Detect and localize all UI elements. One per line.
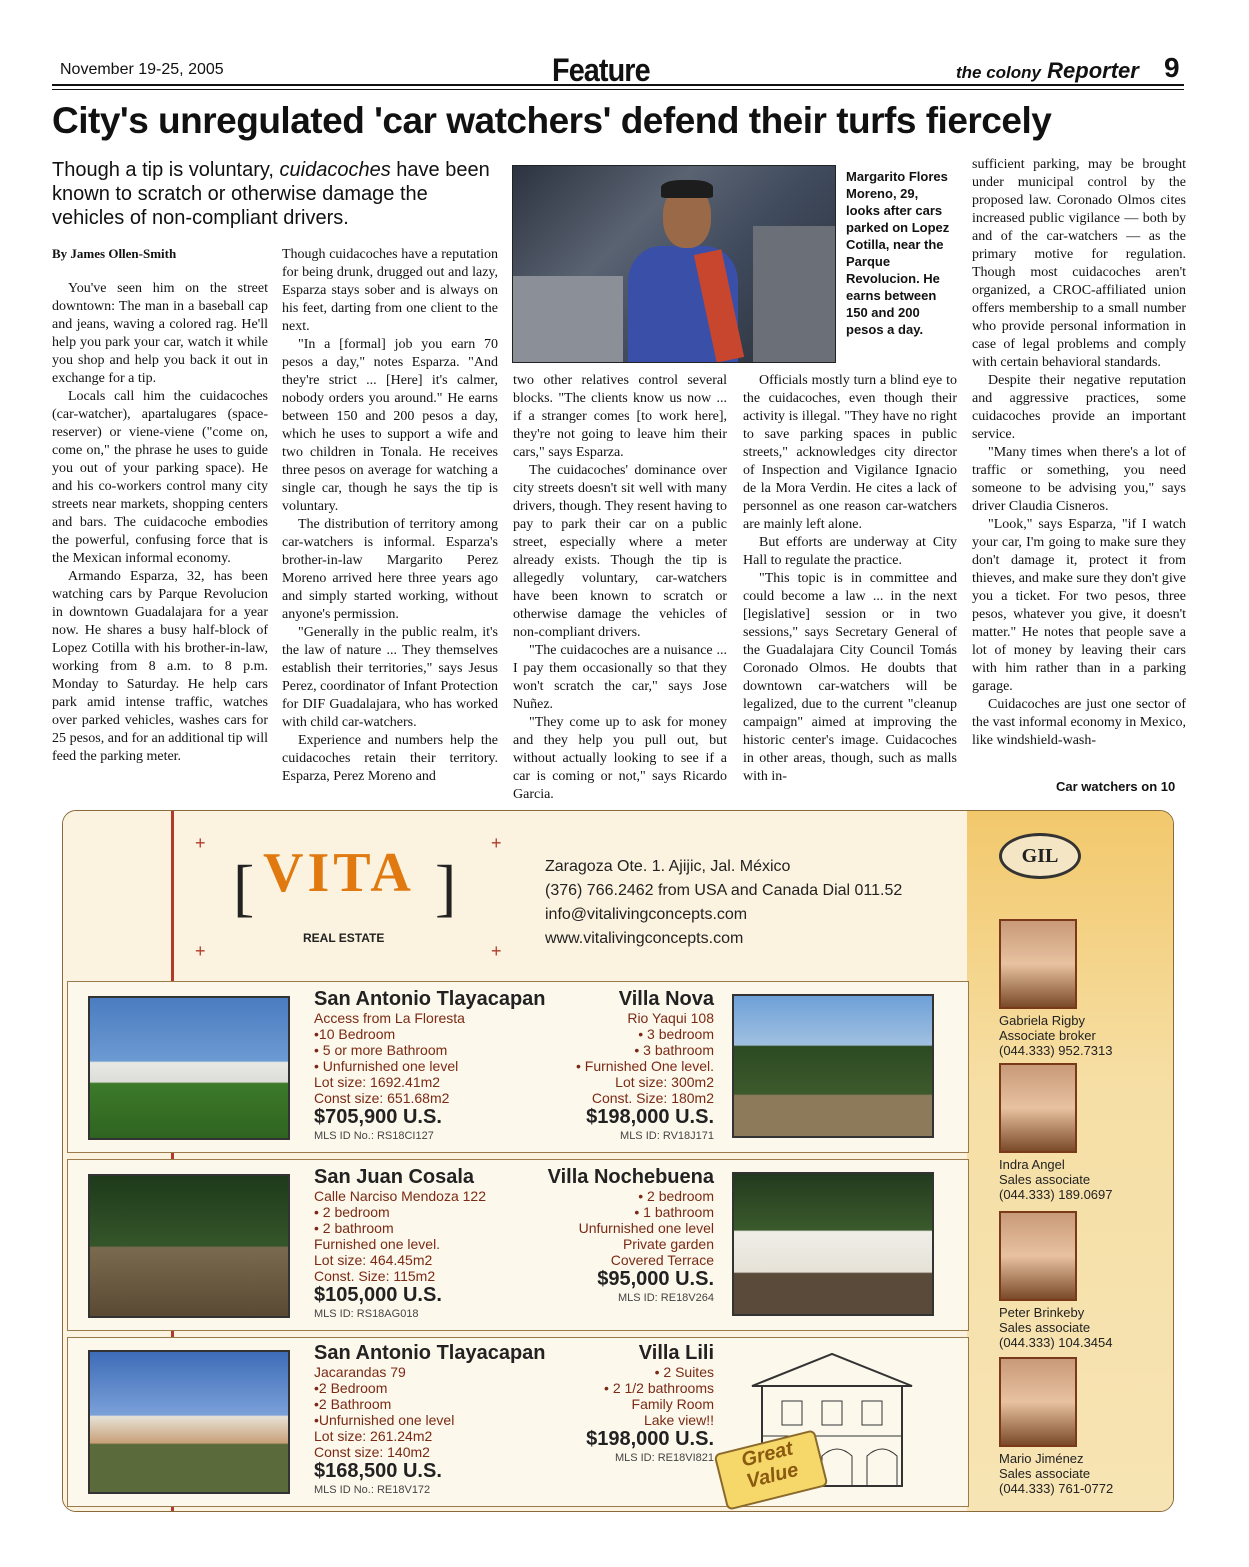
listing-detail: • 2 bedroom bbox=[638, 1188, 714, 1204]
listing-detail: Covered Terrace bbox=[610, 1252, 714, 1268]
listing-mls: MLS ID No.: RS18CI127 bbox=[314, 1130, 434, 1142]
header-rule bbox=[52, 84, 1184, 90]
property-photo bbox=[732, 994, 934, 1138]
listing-detail: Const. Size: 115m2 bbox=[314, 1268, 436, 1284]
plus-ornament: + bbox=[491, 833, 502, 853]
listing bbox=[478, 988, 714, 1144]
agent-photo bbox=[999, 919, 1077, 1009]
paragraph: "They come up to ask for money and they help you pull out, but without actually looking to see if a car is coming or not," says Ricardo Garcia. bbox=[513, 715, 727, 802]
plus-ornament: + bbox=[491, 941, 502, 961]
listing-detail: Lot size: 464.45m2 bbox=[314, 1252, 433, 1268]
agent-role: Sales associate bbox=[999, 1320, 1091, 1335]
ad-phone: (376) 766.2462 from USA and Canada Dial 011.52 bbox=[545, 882, 903, 899]
paragraph: You've seen him on the street downtown: The man in a baseball cap and jeans, waving a colored rag. He'll help you park your car, watch it while you shop and help you back it out in exchange for a tip. bbox=[52, 281, 268, 386]
listing-mls: MLS ID: RS18AG018 bbox=[314, 1308, 419, 1320]
paragraph: Locals call him the cuidacoches (car-watcher), apartalugares (space-reserver) or viene-viene ("come on, come on," the phrase he uses to guide you out of your parking space). He and his co-workers control many city streets near markets, shopping centers and bars. The cuidacoche embodies the powerful, confusing force that is the Mexican informal economy. bbox=[52, 389, 268, 566]
publication-prefix: the colony bbox=[956, 63, 1042, 82]
continued-line: Car watchers on 10 bbox=[1056, 779, 1176, 794]
page-header bbox=[52, 52, 1192, 88]
agent-name: Gabriela Rigby bbox=[999, 1013, 1085, 1028]
listing-detail: •Unfurnished one level bbox=[314, 1412, 455, 1428]
agent-name: Indra Angel bbox=[999, 1157, 1065, 1172]
listing bbox=[478, 1342, 714, 1466]
listing-row bbox=[67, 1159, 969, 1331]
listing-detail: • Unfurnished one level bbox=[314, 1058, 459, 1074]
listing-title: Villa Nochebuena bbox=[547, 1166, 714, 1188]
listing-detail: •10 Bedroom bbox=[314, 1026, 396, 1042]
photo-cap bbox=[661, 180, 713, 198]
plus-ornament: + bbox=[195, 833, 206, 853]
great-value-badge: Great Value bbox=[714, 1429, 829, 1510]
ad-address: Zaragoza Ote. 1. Ajijic, Jal. México bbox=[545, 858, 791, 875]
listing-detail: Const size: 140m2 bbox=[314, 1444, 430, 1460]
listing-mls: MLS ID: RV18J171 bbox=[620, 1130, 714, 1142]
agent-card bbox=[999, 1063, 1112, 1202]
listing-detail: • 2 1/2 bathrooms bbox=[604, 1380, 714, 1396]
paragraph: two other relatives control several blocks. "The clients know us now ... if a stranger comes [to work here], they're not going to leave him their cars," says Esparza. bbox=[513, 373, 727, 460]
listing-row bbox=[67, 1337, 969, 1507]
property-photo bbox=[88, 1350, 290, 1494]
listing-price: $168,500 U.S. bbox=[314, 1460, 442, 1482]
agent-card bbox=[999, 1357, 1113, 1496]
listing-detail: • 2 bedroom bbox=[314, 1204, 390, 1220]
logo-subtitle: REAL ESTATE bbox=[303, 931, 385, 945]
listing-mls: MLS ID No.: RE18V172 bbox=[314, 1484, 431, 1496]
agent-role: Sales associate bbox=[999, 1466, 1091, 1481]
agent-phone: (044.333) 104.3454 bbox=[999, 1335, 1113, 1350]
listing-detail: •2 Bathroom bbox=[314, 1396, 392, 1412]
agent-card bbox=[999, 1211, 1112, 1350]
listing-detail: Access from La Floresta bbox=[314, 1010, 465, 1026]
listing-detail: Lot size: 261.24m2 bbox=[314, 1428, 433, 1444]
deck-italic: cuidacoches bbox=[279, 159, 391, 181]
agent-phone: (044.333) 761-0772 bbox=[999, 1481, 1114, 1496]
listing-detail: •2 Bedroom bbox=[314, 1380, 388, 1396]
listing-detail: Jacarandas 79 bbox=[314, 1364, 406, 1380]
article-column-5 bbox=[972, 156, 1186, 750]
listing-detail: Family Room bbox=[631, 1396, 714, 1412]
ad-email: info@vitalivingconcepts.com bbox=[545, 906, 748, 923]
photo-caption: Margarito Flores Moreno, 29, looks after cars parked on Lopez Cotilla, near the Parque Revolucion. He earns between 150 and 200 pesos a day. bbox=[846, 169, 950, 337]
publication-title: Reporter bbox=[1047, 58, 1139, 83]
listing-detail: • 2 bathroom bbox=[314, 1220, 394, 1236]
article-photo bbox=[512, 165, 836, 363]
listing-detail: Rio Yaqui 108 bbox=[627, 1010, 714, 1026]
logo-bracket-left: [ bbox=[233, 852, 255, 923]
agent-phone: (044.333) 952.7313 bbox=[999, 1043, 1113, 1058]
ad-website: www.vitalivingconcepts.com bbox=[545, 930, 744, 947]
plus-ornament: + bbox=[195, 941, 206, 961]
property-photo bbox=[88, 996, 290, 1140]
agent-photo bbox=[999, 1357, 1077, 1447]
listing-title: San Juan Cosala bbox=[314, 1166, 475, 1188]
listing-detail: Const. Size: 180m2 bbox=[591, 1090, 714, 1106]
article-column-4 bbox=[743, 372, 957, 786]
listing-detail: • 3 bathroom bbox=[634, 1042, 714, 1058]
publication-name bbox=[956, 58, 1139, 84]
paragraph: Despite their negative reputation and aggressive practices, some cuidacoches provide an important service. bbox=[972, 373, 1186, 442]
listing-title: Villa Nova bbox=[618, 988, 714, 1010]
agent-role: Associate broker bbox=[999, 1028, 1096, 1043]
agent-card bbox=[999, 919, 1112, 1058]
paragraph: The cuidacoches' dominance over city streets doesn't sit well with many drivers, though. They resent having to pay to park their car on a public street, especially where a meter already exists. Though the tip is allegedly voluntary, car-watchers have been known to scratch or otherwise damage the vehicles of non-compliant drivers. bbox=[513, 463, 727, 640]
ad-contact bbox=[545, 855, 902, 951]
listing-detail: Furnished one level. bbox=[314, 1236, 441, 1252]
property-photo bbox=[732, 1172, 934, 1316]
paragraph: "Generally in the public realm, it's the law of nature ... They themselves establish their territories," says Jesus Perez, coordinator of Infant Protection for DIF Guadalajara, who has worked with child car-watchers. bbox=[282, 625, 498, 730]
listing bbox=[478, 1166, 714, 1306]
listing-detail: Lot size: 300m2 bbox=[615, 1074, 714, 1090]
deck-text-2: have been known to scratch or otherwise damage the vehicles of non-compliant drivers. bbox=[52, 159, 490, 229]
paragraph: "Look," says Esparza, "if I watch your car, I'm going to make sure they don't damage it, protect it from thieves, and make sure they don't give you a ticket. For two pesos, three pesos, whatever you give, it doesn't matter." He notes that people save a lot of money by leaving their cars with him rather than in a parking garage. bbox=[972, 517, 1186, 694]
agent-phone: (044.333) 189.0697 bbox=[999, 1187, 1113, 1202]
listing-detail: • 1 bathroom bbox=[634, 1204, 714, 1220]
listing-row bbox=[67, 981, 969, 1153]
listing-title: Villa Lili bbox=[638, 1342, 714, 1364]
section-title: Feature bbox=[552, 52, 650, 88]
listing-detail: Const size: 651.68m2 bbox=[314, 1090, 450, 1106]
article-column-3 bbox=[513, 372, 727, 804]
listing-detail: Lot size: 1692.41m2 bbox=[314, 1074, 441, 1090]
listing-detail: Private garden bbox=[622, 1236, 714, 1252]
listing-detail: Unfurnished one level bbox=[578, 1220, 714, 1236]
paragraph: Experience and numbers help the cuidacoches retain their territory. Esparza, Perez Moreno and bbox=[282, 733, 498, 784]
listing-title: San Antonio Tlayacapan bbox=[314, 988, 546, 1010]
property-photo bbox=[88, 1174, 290, 1318]
paragraph: But efforts are underway at City Hall to regulate the practice. bbox=[743, 535, 957, 568]
listing-detail: Lake view!! bbox=[643, 1412, 714, 1428]
deck-text-1: Though a tip is voluntary, bbox=[52, 159, 280, 181]
paragraph: "The cuidacoches are a nuisance ... I pay them occasionally so that they won't scratch the car," says Jose Nuñez. bbox=[513, 643, 727, 712]
agent-name: Peter Brinkeby bbox=[999, 1305, 1085, 1320]
logo-bracket-right: ] bbox=[435, 852, 457, 923]
listing-detail: • 3 bedroom bbox=[638, 1026, 714, 1042]
listing-detail: • Furnished One level. bbox=[576, 1058, 714, 1074]
agent-photo bbox=[999, 1063, 1077, 1153]
article-column-2 bbox=[282, 246, 498, 786]
agent-name: Mario Jiménez bbox=[999, 1451, 1084, 1466]
listing-mls: MLS ID: RE18VI821 bbox=[614, 1452, 714, 1464]
article-deck bbox=[52, 158, 492, 230]
article-headline: City's unregulated 'car watchers' defend their turfs fiercely bbox=[52, 100, 1052, 141]
listing-price: $705,900 U.S. bbox=[314, 1106, 442, 1128]
agent-role: Sales associate bbox=[999, 1172, 1091, 1187]
paragraph: sufficient parking, may be brought under municipal control by the proposed law. Coronado Olmos cites increased public vigilance — both by and of the car-watchers — as the primary motive for regulation. Though most cuidacoches aren't organized, a CROC-affiliated union offers membership to a small number who provide personal information in case of legal problems and comply with certain behavioral standards. bbox=[972, 157, 1186, 370]
paragraph: Officials mostly turn a blind eye to the cuidacoches, even though their activity is illegal. "They have no right to save parking spaces in public streets," acknowledges city director of Inspection and Vigilance Ignacio de la Mora Verdin. He cites a lack of personnel as one reason car-watchers are mainly left alone. bbox=[743, 373, 957, 532]
byline: By James Ollen-Smith bbox=[52, 246, 177, 261]
paragraph: "This topic is in committee and could become a law ... in the next [legislative] session or in two sessions," says Secretary General of the Guadalajara City Council Tomás Coronado Olmos. He doubts that downtown car-watchers will be legalized, due to the current "cleanup campaign" aimed at improving the historic center's image. Cuidacoches in other areas, though, such as malls with in- bbox=[743, 571, 957, 784]
paragraph: "Many times when there's a lot of traffic or something, you need someone to be advising you," says driver Claudia Cisneros. bbox=[972, 445, 1186, 514]
paragraph: Cuidacoches are just one sector of the vast informal economy in Mexico, like windshield-wash- bbox=[972, 697, 1186, 748]
vita-logo: VITA bbox=[263, 842, 415, 904]
paragraph: Armando Esparza, 32, has been watching cars by Parque Revolucion in downtown Guadalajara for a year now. He shares a busy half-block of Lopez Cotilla with his brother-in-law, working from 8 a.m. to 8 p.m. Monday to Saturday. He help cars park amid intense traffic, watches over parked vehicles, washes cars for 25 pesos, and for an additional tip will feed the parking meter. bbox=[52, 569, 268, 764]
photo-car bbox=[513, 276, 623, 363]
listing-mls: MLS ID: RE18V264 bbox=[618, 1292, 714, 1304]
real-estate-ad bbox=[62, 810, 1174, 1512]
issue-date: November 19-25, 2005 bbox=[60, 61, 224, 78]
paragraph: The distribution of territory among car-watchers is informal. Esparza's brother-in-law Margarito Perez Moreno arrived here three years ago and simply started working, without anyone's permission. bbox=[282, 517, 498, 622]
paragraph: Though cuidacoches have a reputation for being drunk, drugged out and lazy, Esparza stays sober and is always on his feet, darting from one client to the next. bbox=[282, 247, 498, 334]
paragraph: "In a [formal] job you earn 70 pesos a day," notes Esparza. "And they're strict ... [Here] it's calmer, nobody orders you around." He earns between 150 and 200 pesos a day, which he uses to support a wife and two children in Tonala. He receives three pesos on average for watching a single car, though he says the tip is voluntary. bbox=[282, 337, 498, 514]
listing-detail: • 2 Suites bbox=[654, 1364, 714, 1380]
photo-car bbox=[753, 226, 835, 363]
listing-price: $198,000 U.S. bbox=[586, 1428, 714, 1450]
page-number: 9 bbox=[1164, 52, 1180, 83]
listing-detail: Calle Narciso Mendoza 122 bbox=[314, 1188, 486, 1204]
listing-price: $105,000 U.S. bbox=[314, 1284, 442, 1306]
listing-detail: • 5 or more Bathroom bbox=[314, 1042, 448, 1058]
article-column-1 bbox=[52, 280, 268, 766]
listing-title: San Antonio Tlayacapan bbox=[314, 1342, 546, 1364]
listing-price: $95,000 U.S. bbox=[597, 1268, 714, 1290]
gil-logo: GIL bbox=[999, 833, 1081, 879]
agent-photo bbox=[999, 1211, 1077, 1301]
listing-price: $198,000 U.S. bbox=[586, 1106, 714, 1128]
